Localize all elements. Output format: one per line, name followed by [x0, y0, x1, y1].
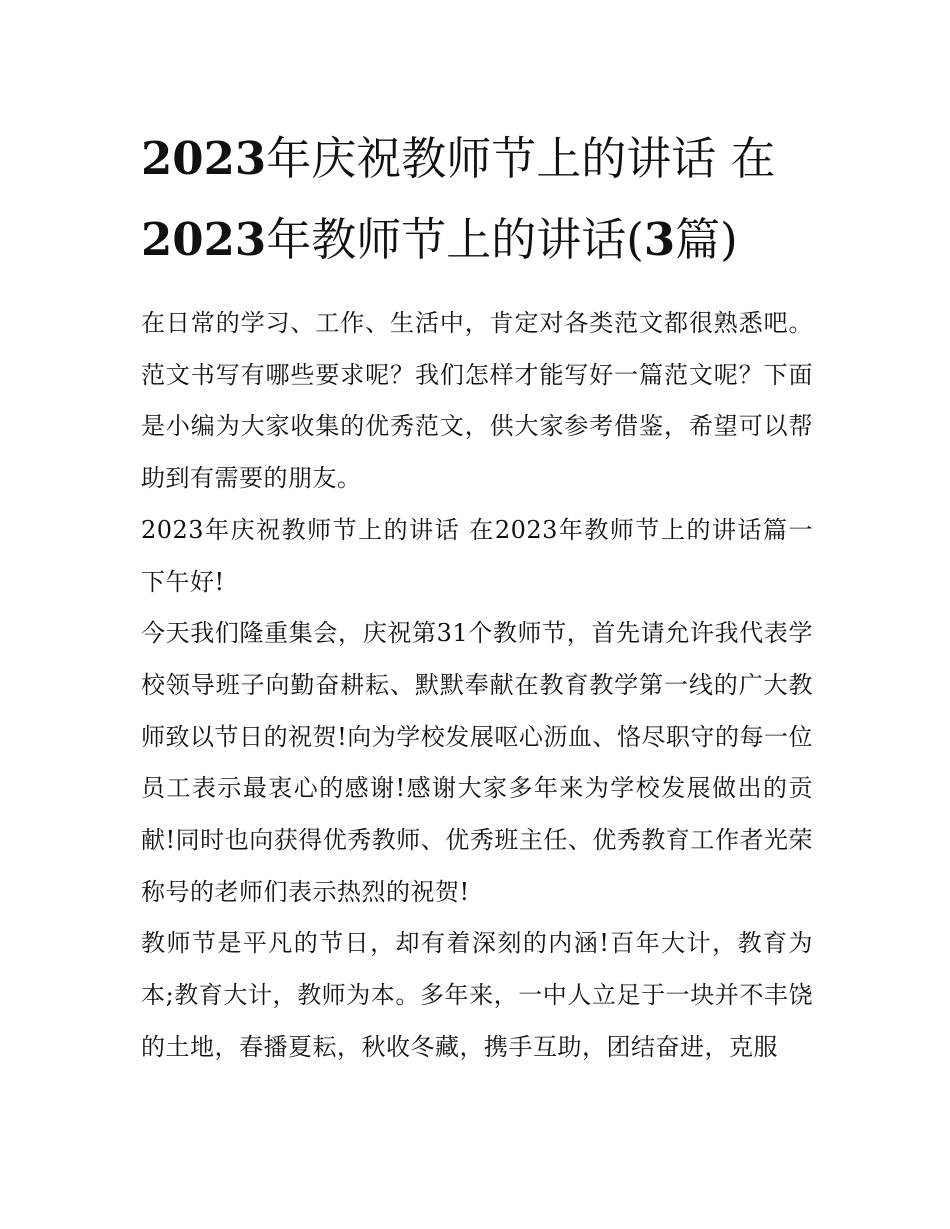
- paragraph-meaning: 教师节是平凡的节日，却有着深刻的内涵!百年大计，教育为本;教育大计，教师为本。多年来，一中人立足于一块并不丰饶的土地，春播夏耘，秋收冬藏，携手互助，团结奋进，克服: [141, 929, 813, 1061]
- document-title: 2023年庆祝教师节上的讲话 在2023年教师节上的讲话(3篇): [141, 132, 776, 266]
- paragraph-celebration: 今天我们隆重集会，庆祝第31个教师节，首先请允许我代表学校领导班子向勤奋耕耘、默默奉献在教育教学第一线的广大教师致以节日的祝贺!向为学校发展呕心沥血、恪尽职守的每一位员工表示最衷心的感谢!感谢大家多年来为学校发展做出的贡献!同时也向获得优秀教师、优秀班主任、优秀教育工作者光荣称号的老师们表示热烈的祝贺!: [141, 619, 813, 906]
- paragraph-intro: 在日常的学习、工作、生活中，肯定对各类范文都很熟悉吧。范文书写有哪些要求呢？我们怎样才能写好一篇范文呢？下面是小编为大家收集的优秀范文，供大家参考借鉴，希望可以帮助到有需要的朋友。: [141, 309, 813, 493]
- document-body: [141, 298, 813, 1074]
- document-page: [141, 118, 813, 1074]
- paragraph-heading-line: 2023年庆祝教师节上的讲话 在2023年教师节上的讲话篇一 下午好!: [141, 515, 813, 596]
